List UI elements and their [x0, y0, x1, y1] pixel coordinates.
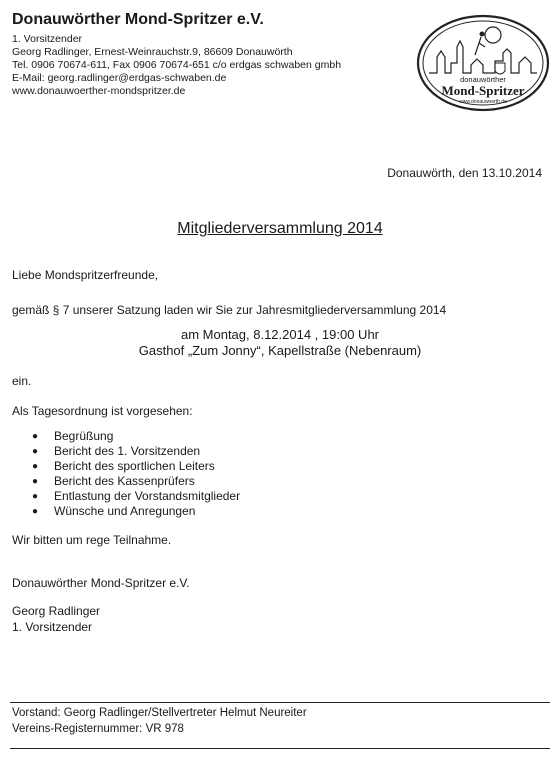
bullet-icon: ● — [32, 446, 39, 457]
letterhead-phone: Tel. 0906 70674-611, Fax 0906 70674-651 c/o erdgas schwaben gmbh — [12, 59, 342, 71]
logo-big-text: Mond-Spritzer — [441, 83, 525, 98]
bullet-icon: ● — [32, 491, 39, 502]
bullet-icon: ● — [32, 476, 39, 487]
signature-role: 1. Vorsitzender — [12, 620, 93, 634]
footer-top-divider — [10, 702, 550, 703]
bullet-icon: ● — [32, 461, 39, 472]
agenda-item: ● Bericht des sportlichen Leiters — [32, 459, 215, 473]
footer-board: Vorstand: Georg Radlinger/Stellvertreter Helmut Neureiter — [12, 707, 307, 719]
agenda-item: ● Bericht des 1. Vorsitzenden — [32, 444, 201, 458]
event-place: Gasthof „Zum Jonny“, Kapellstraße (Nebenraum) — [138, 343, 422, 358]
agenda-item: ● Entlastung der Vorstandsmitglieder — [32, 489, 241, 503]
signature-name: Georg Radlinger — [12, 604, 101, 618]
logo-small-text: donauwörther — [460, 75, 506, 84]
invitation-end: ein. — [12, 374, 32, 388]
footer-bottom-divider — [10, 748, 550, 749]
agenda-intro: Als Tagesordnung ist vorgesehen: — [12, 404, 193, 418]
bullet-icon: ● — [32, 431, 39, 442]
closing-text: Wir bitten um rege Teilnahme. — [12, 533, 172, 547]
letter-date: Donauwörth, den 13.10.2014 — [387, 166, 542, 180]
event-date: am Montag, 8.12.2014 , 19:00 Uhr — [180, 327, 379, 342]
letterhead-address: Georg Radlinger, Ernest-Weinrauchstr.9, 86609 Donauwörth — [12, 46, 293, 58]
agenda-item: ● Bericht des Kassenprüfers — [32, 474, 195, 488]
logo-url-text: www.donauwoerth.de — [459, 99, 507, 105]
organization-name: Donauwörther Mond-Spritzer e.V. — [12, 11, 264, 28]
club-logo — [415, 13, 551, 113]
signature-org: Donauwörther Mond-Spritzer e.V. — [12, 576, 190, 590]
salutation: Liebe Mondspritzerfreunde, — [12, 268, 159, 282]
footer-register: Vereins-Registernummer: VR 978 — [12, 723, 184, 735]
invitation-text: gemäß § 7 unserer Satzung laden wir Sie zur Jahresmitgliederversammlung 2014 — [12, 303, 447, 317]
letterhead-role: 1. Vorsitzender — [12, 33, 83, 45]
agenda-item: ● Begrüßung — [32, 429, 114, 443]
bullet-icon: ● — [32, 506, 39, 517]
letterhead-website: www.donauwoerther-mondspritzer.de — [12, 85, 186, 97]
letterhead-email: E-Mail: georg.radlinger@erdgas-schwaben.de — [12, 72, 227, 84]
agenda-list — [32, 429, 240, 519]
letter-title: Mitgliederversammlung 2014 — [177, 220, 383, 237]
agenda-item: ● Wünsche und Anregungen — [32, 504, 196, 518]
